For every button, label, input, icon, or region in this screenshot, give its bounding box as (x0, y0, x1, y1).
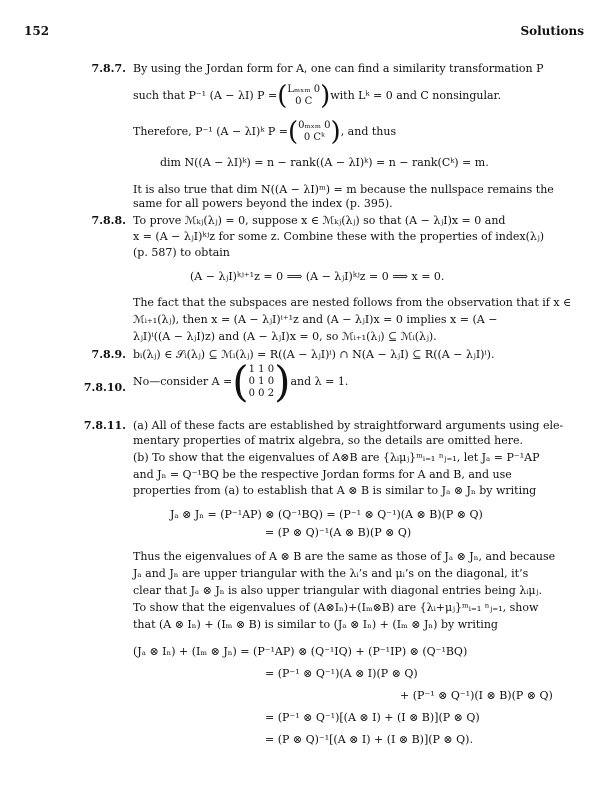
text-line: bᵢ(λⱼ) ∈ 𝒮ᵢ(λⱼ) ⊆ ℳᵢ(λⱼ) = R((A − λⱼI)ⁱ) ∩ N(A − λⱼI) ⊆ R((A − λⱼI)ⁱ). (133, 348, 495, 361)
display-equation: (Jₐ ⊗ Iₙ) + (Iₘ ⊗ Jₙ) = (P⁻¹AP) ⊗ (Q⁻¹IQ) + (P⁻¹IP) ⊗ (Q⁻¹BQ) (133, 645, 468, 658)
text-line: (p. 587) to obtain (133, 246, 230, 259)
display-equation: = (P ⊗ Q)⁻¹[(A ⊗ I) + (I ⊗ B)](P ⊗ Q). (265, 733, 473, 746)
exercise-number: 7.8.10. (83, 381, 126, 394)
text-line: λⱼI)ⁱ((A − λⱼI)z) and (A − λⱼI)x = 0, so ℳᵢ₊₁(λⱼ) ⊆ ℳᵢ(λⱼ). (133, 330, 437, 343)
text-line: To show that the eigenvalues of (A⊗Iₙ)+(Iₘ⊗B) are {λᵢ+μⱼ}ᵐᵢ₌₁ ⁿⱼ₌₁, show (133, 601, 539, 614)
text-line: that (A ⊗ Iₙ) + (Iₘ ⊗ B) is similar to (Jₐ ⊗ Iₙ) + (Iₘ ⊗ Jₙ) by writing (133, 618, 498, 631)
text-line: It is also true that dim N((A − λI)ᵐ) = m because the nullspace remains the (133, 183, 554, 196)
display-equation: + (P⁻¹ ⊗ Q⁻¹)(I ⊗ B)(P ⊗ Q) (400, 689, 553, 702)
text-line: Therefore, P⁻¹ (A − λI)ᵏ P =(0ₘₓₘ 0 0 Cᵏ ), and thus (133, 117, 397, 147)
text-line: such that P⁻¹ (A − λI) P =(Lₘₓₘ 0 0 C )with Lᵏ = 0 and C nonsingular. (133, 81, 502, 111)
display-equation: Jₐ ⊗ Jₙ = (P⁻¹AP) ⊗ (Q⁻¹BQ) = (P⁻¹ ⊗ Q⁻¹)(A ⊗ B)(P ⊗ Q) (170, 508, 483, 521)
display-equation: = (P⁻¹ ⊗ Q⁻¹)[(A ⊗ I) + (I ⊗ B)](P ⊗ Q) (265, 711, 480, 724)
text-line: The fact that the subspaces are nested follows from the observation that if x ∈ (133, 296, 572, 309)
text-line: Jₐ and Jₙ are upper triangular with the λᵢ’s and μᵢ’s on the diagonal, it’s (133, 567, 529, 580)
text-line: x = (A − λⱼI)ᵏʲz for some z. Combine these with the properties of index(λⱼ) (133, 230, 545, 243)
page-number: 152 (24, 24, 50, 38)
running-head: Solutions (520, 24, 584, 38)
text-line: (b) To show that the eigenvalues of A⊗B are {λᵢμⱼ}ᵐᵢ₌₁ ⁿⱼ₌₁, let Jₐ = P⁻¹AP (133, 451, 540, 464)
display-equation: = (P⁻¹ ⊗ Q⁻¹)(A ⊗ I)(P ⊗ Q) (265, 667, 418, 680)
text-line: By using the Jordan form for A, one can find a similarity transformation P (133, 62, 544, 75)
text-line: (a) All of these facts are established by straightforward arguments using ele- (133, 419, 564, 432)
text-line: clear that Jₐ ⊗ Jₙ is also upper triangular with diagonal entries being λᵢμⱼ. (133, 584, 542, 597)
text-line: ℳᵢ₊₁(λⱼ), then x = (A − λⱼI)ⁱ⁺¹z and (A − λⱼI)x = 0 implies x = (A − (133, 313, 498, 326)
exercise-number: 7.8.9. (91, 348, 126, 361)
text-line: and Jₙ = Q⁻¹BQ be the respective Jordan forms for A and B, and use (133, 468, 512, 481)
exercise-number: 7.8.11. (83, 419, 126, 432)
display-equation: (A − λⱼI)ᵏʲ⁺¹z = 0 ⟹ (A − λⱼI)ᵏʲz = 0 ⟹ x = 0. (190, 270, 445, 283)
exercise-number: 7.8.7. (91, 62, 126, 75)
text-line: To prove ℳₖⱼ(λⱼ) = 0, suppose x ∈ ℳₖⱼ(λⱼ) so that (A − λⱼI)x = 0 and (133, 214, 506, 227)
text-line: No—consider A =(1 1 0 0 1 0 0 0 2)and λ = 1. (133, 357, 349, 406)
text-line: mentary properties of matrix algebra, so the details are omitted here. (133, 434, 523, 447)
display-equation: dim N((A − λI)ᵏ) = n − rank((A − λI)ᵏ) = n − rank(Cᵏ) = m. (160, 156, 489, 169)
matrix: 0ₘₓₘ 0 0 Cᵏ (298, 120, 331, 143)
matrix: Lₘₓₘ 0 0 C (287, 84, 321, 107)
display-equation: = (P ⊗ Q)⁻¹(A ⊗ B)(P ⊗ Q) (265, 526, 412, 539)
text-line: properties from (a) to establish that A ⊗ B is similar to Jₐ ⊗ Jₙ by writing (133, 484, 537, 497)
matrix: 1 1 0 0 1 0 0 0 2 (248, 364, 275, 399)
exercise-number: 7.8.8. (91, 214, 126, 227)
text-line: same for all powers beyond the index (p. 395). (133, 197, 393, 210)
text-line: Thus the eigenvalues of A ⊗ B are the same as those of Jₐ ⊗ Jₙ, and because (133, 550, 556, 563)
